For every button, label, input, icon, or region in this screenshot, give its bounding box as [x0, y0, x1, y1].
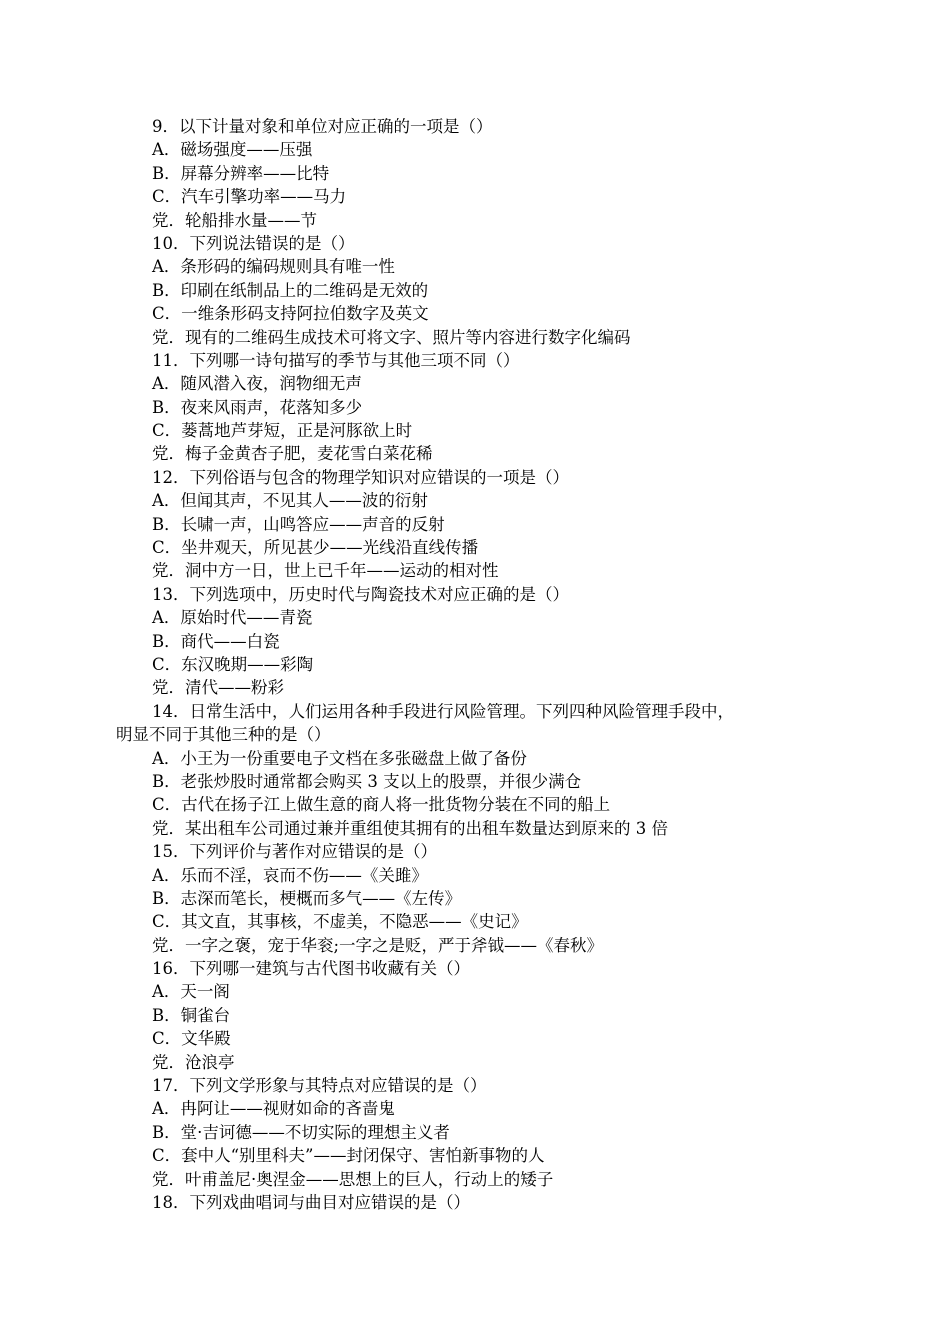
question-10-option-a: A．条形码的编码规则具有唯一性: [152, 257, 395, 277]
question-15-option-b: B．志深而笔长，梗概而多气——《左传》: [152, 888, 462, 908]
question-14-option-b: B．老张炒股时通常都会购买 3 支以上的股票，并很少满仓: [152, 771, 582, 791]
question-16-stem: 16．下列哪一建筑与古代图书收藏有关（）: [152, 959, 470, 979]
question-9-option-c: C．汽车引擎功率——马力: [152, 187, 347, 207]
question-13-option-b: B．商代——白瓷: [152, 631, 280, 651]
question-10-option-d: 党．现有的二维码生成技术可将文字、照片等内容进行数字化编码: [152, 327, 631, 347]
question-13-stem: 13．下列选项中，历史时代与陶瓷技术对应正确的是（）: [152, 584, 569, 604]
question-13-option-a: A．原始时代——青瓷: [152, 608, 313, 628]
question-14-option-c: C．古代在扬子江上做生意的商人将一批货物分装在不同的船上: [152, 795, 611, 815]
question-16-option-b: B．铜雀台: [152, 1005, 231, 1025]
question-text-body: [116, 115, 836, 1214]
question-15-option-d: 党．一字之褒，宠于华衮;一字之是贬，严于斧钺——《春秋》: [152, 935, 604, 955]
question-17-option-b: B．堂·吉诃德——不切实际的理想主义者: [152, 1122, 450, 1142]
question-11-option-c: C．蒌蒿地芦芽短，正是河豚欲上时: [152, 421, 413, 441]
question-14-option-d: 党．某出租车公司通过兼并重组使其拥有的出租车数量达到原来的 3 倍: [152, 818, 668, 838]
question-9-option-b: B．屏幕分辨率——比特: [152, 163, 330, 183]
question-17-option-c: C．套中人“别里科夫”——封闭保守、害怕新事物的人: [152, 1146, 545, 1166]
question-10-option-b: B．印刷在纸制品上的二维码是无效的: [152, 280, 429, 300]
question-12-option-a: A．但闻其声，不见其人——波的衍射: [152, 491, 428, 511]
question-13-option-d: 党．清代——粉彩: [152, 678, 284, 698]
question-10-option-c: C．一维条形码支持阿拉伯数字及英文: [152, 304, 429, 324]
question-11-option-a: A．随风潜入夜，润物细无声: [152, 374, 362, 394]
question-14-option-a: A．小王为一份重要电子文档在多张磁盘上做了备份: [152, 748, 527, 768]
question-17-option-a: A．冉阿让——视财如命的吝啬鬼: [152, 1099, 395, 1119]
question-16-option-a: A．天一阁: [152, 982, 230, 1002]
question-9-option-d: 党．轮船排水量——节: [152, 210, 317, 230]
question-14-stem: 14．日常生活中，人们运用各种手段进行风险管理。下列四种风险管理手段中，: [152, 701, 734, 721]
question-11-option-b: B．夜来风雨声，花落知多少: [152, 397, 363, 417]
question-9-option-a: A．磁场强度——压强: [152, 140, 313, 160]
question-12-option-b: B．长啸一声，山鸣答应——声音的反射: [152, 514, 445, 534]
question-12-option-c: C．坐井观天，所见甚少——光线沿直线传播: [152, 538, 479, 558]
question-11-stem: 11．下列哪一诗句描写的季节与其他三项不同（）: [152, 350, 520, 370]
question-12-stem: 12．下列俗语与包含的物理学知识对应错误的一项是（）: [152, 467, 569, 487]
question-10-stem: 10．下列说法错误的是（）: [152, 233, 355, 253]
question-16-option-d: 党．沧浪亭: [152, 1052, 235, 1072]
question-16-option-c: C．文华殿: [152, 1029, 231, 1049]
question-15-option-a: A．乐而不淫，哀而不伤——《关雎》: [152, 865, 428, 885]
question-15-stem: 15．下列评价与著作对应错误的是（）: [152, 842, 437, 862]
question-18-stem: 18．下列戏曲唱词与曲目对应错误的是（）: [152, 1192, 470, 1212]
question-13-option-c: C．东汉晚期——彩陶: [152, 654, 314, 674]
question-9-stem: 9．以下计量对象和单位对应正确的一项是（）: [152, 117, 493, 136]
question-17-stem: 17．下列文学形象与其特点对应错误的是（）: [152, 1076, 487, 1096]
question-11-option-d: 党．梅子金黄杏子肥，麦花雪白菜花稀: [152, 444, 433, 464]
question-14-stem-continued: 明显不同于其他三种的是（）: [116, 725, 331, 745]
question-15-option-c: C．其文直，其事核，不虚美，不隐恶——《史记》: [152, 912, 528, 932]
question-12-option-d: 党．洞中方一日，世上已千年——运动的相对性: [152, 561, 499, 581]
question-17-option-d: 党．叶甫盖尼·奥涅金——思想上的巨人，行动上的矮子: [152, 1169, 554, 1189]
